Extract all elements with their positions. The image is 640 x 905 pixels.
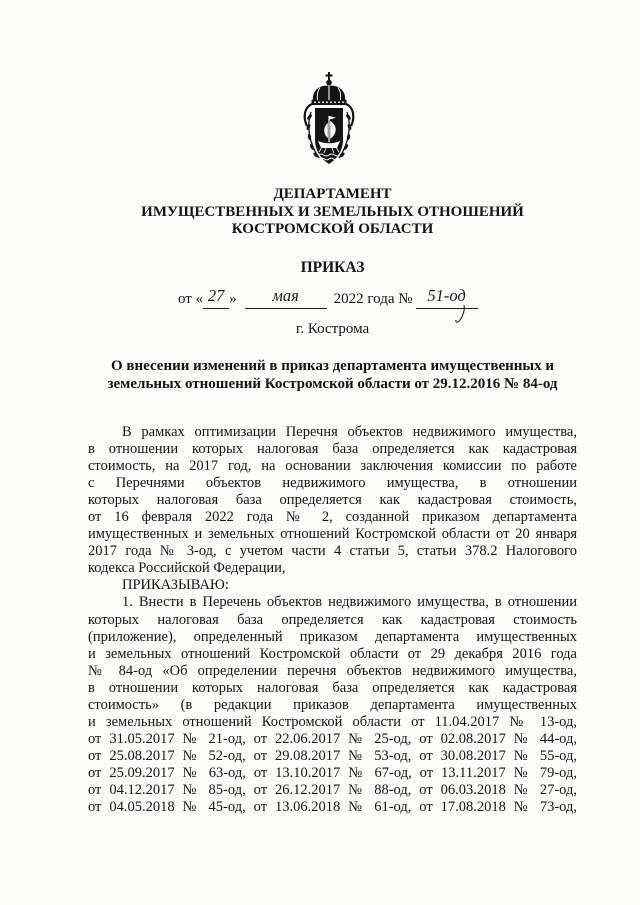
document-body bbox=[88, 424, 577, 816]
document-title bbox=[88, 357, 577, 393]
title-line: О внесении изменений в приказ департамента имущественных и bbox=[110, 358, 555, 374]
body-line: и земельных отношений Костромской области от 11.04.2017 № 13-од, bbox=[88, 713, 577, 730]
shield-icon bbox=[315, 108, 343, 164]
body-line: имущественных и земельных отношений Костромской области от 20 января bbox=[88, 526, 577, 543]
title-line: земельных отношений Костромской области от 29.12.2016 № 84-од bbox=[107, 376, 558, 392]
org-line: ДЕПАРТАМЕНТ bbox=[273, 186, 392, 202]
body-line: стоимость» (в редакции приказов департамента имущественных bbox=[88, 696, 577, 713]
order-date-line bbox=[178, 286, 478, 309]
body-line: от 04.12.2017 № 85-од, от 26.12.2017 № 88-од, от 06.03.2018 № 27-од, bbox=[88, 781, 577, 798]
body-line: и земельных отношений Костромской области от 29 декабря 2016 года bbox=[88, 645, 577, 662]
document-type: ПРИКАЗ bbox=[300, 259, 365, 276]
body-line: кодекса Российской Федерации, bbox=[88, 560, 286, 577]
date-close-quote: » bbox=[229, 291, 237, 307]
city: г. Кострома bbox=[295, 321, 370, 337]
crown-icon bbox=[312, 72, 347, 105]
org-line: КОСТРОМСКОЙ ОБЛАСТИ bbox=[231, 221, 434, 237]
body-line: от 04.05.2018 № 45-од, от 13.06.2018 № 61-од, от 17.08.2018 № 73-од, bbox=[88, 799, 577, 816]
body-line: 1. Внести в Перечень объектов недвижимого имущества, в отношении bbox=[122, 594, 577, 611]
handwritten-order-number: 51-од bbox=[427, 286, 466, 305]
body-line: № 84-од «Об определении перечня объектов недвижимого имущества, bbox=[88, 662, 577, 679]
handwritten-day: 27 bbox=[207, 286, 225, 305]
coat-of-arms-icon bbox=[299, 72, 359, 168]
year-and-number-label: 2022 года № bbox=[333, 291, 413, 307]
body-line: от 25.09.2017 № 63-од, от 13.10.2017 № 67-од, от 13.11.2017 № 79-од, bbox=[88, 764, 577, 781]
body-line: в отношении которых налоговая база определяется как кадастровая bbox=[88, 679, 577, 696]
order-directive: ПРИКАЗЫВАЮ: bbox=[122, 577, 229, 594]
org-line: ИМУЩЕСТВЕННЫХ И ЗЕМЕЛЬНЫХ ОТНОШЕНИЙ bbox=[141, 203, 524, 220]
month-field bbox=[245, 286, 327, 309]
body-line: от 31.05.2017 № 21-од, от 22.06.2017 № 25-од, от 02.08.2017 № 44-од, bbox=[88, 730, 577, 747]
body-line: от 16 февраля 2022 года № 2, созданной приказом департамента bbox=[88, 509, 577, 526]
body-line: стоимость, на 2017 год, на основании заключения комиссии по работе bbox=[88, 458, 577, 475]
body-line: 2017 года № 3-од, с учетом части 4 статьи 5, статьи 378.2 Налогового bbox=[88, 543, 577, 560]
handwritten-month: мая bbox=[272, 286, 299, 305]
body-line: с Перечнями объектов недвижимого имущества, в отношении bbox=[88, 475, 577, 492]
organization-name bbox=[88, 186, 577, 239]
body-line: В рамках оптимизации Перечня объектов недвижимого имущества, bbox=[122, 424, 577, 440]
body-line: (приложение), определенный приказом департамента имущественных bbox=[88, 628, 577, 645]
body-line: в отношении которых налоговая база определяется как кадастровая bbox=[88, 441, 577, 458]
day-field bbox=[203, 286, 229, 309]
body-line: которых налоговая база определяется как кадастровая стоимость, bbox=[88, 492, 577, 509]
body-line: которых налоговая база определяется как кадастровая стоимость bbox=[88, 611, 577, 628]
date-prefix: от « bbox=[178, 291, 204, 307]
body-line: от 25.08.2017 № 52-од, от 29.08.2017 № 53-од, от 30.08.2017 № 55-од, bbox=[88, 747, 577, 764]
